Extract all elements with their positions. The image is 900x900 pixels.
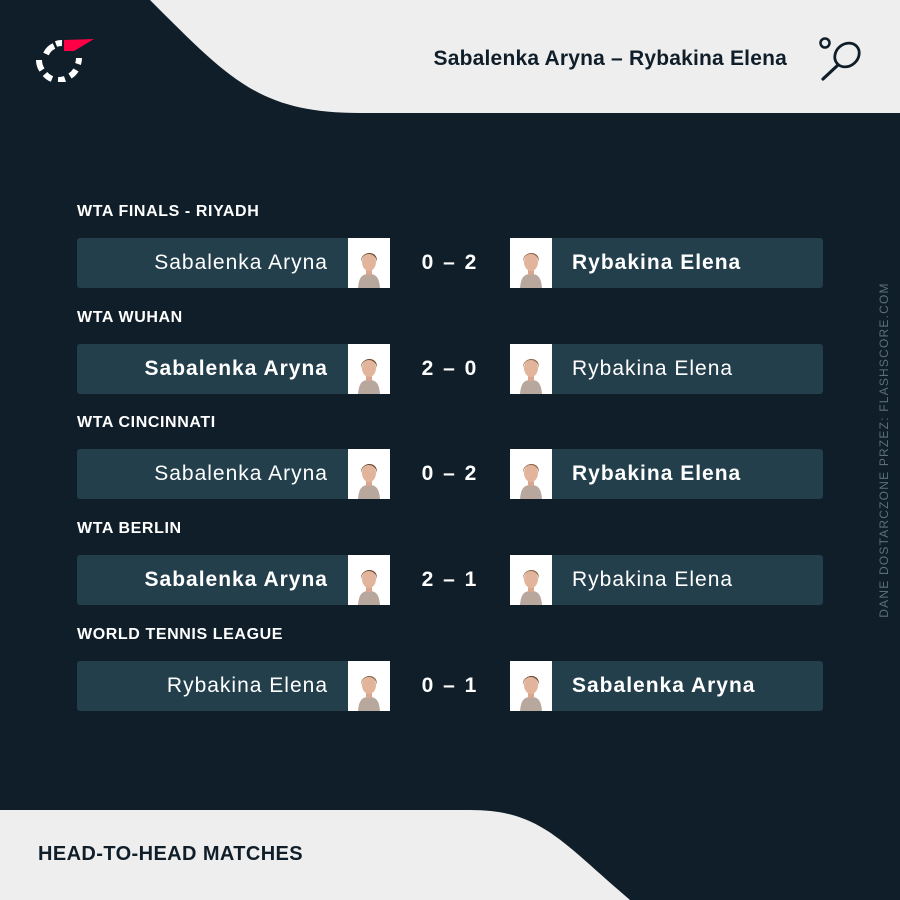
tournament-name: WTA BERLIN bbox=[77, 520, 182, 538]
match-score: 0 – 2 bbox=[390, 238, 510, 288]
left-player-avatar bbox=[348, 661, 390, 711]
right-player-name: Rybakina Elena bbox=[572, 568, 734, 592]
left-player-name: Rybakina Elena bbox=[166, 673, 328, 697]
footer-title: HEAD-TO-HEAD MATCHES bbox=[38, 843, 304, 865]
left-player-avatar bbox=[348, 344, 390, 394]
tournament-name: WTA WUHAN bbox=[77, 308, 183, 326]
data-source-credit: DANE DOSTARCZONE PRZEZ: FLASHSCORE.COM bbox=[877, 282, 891, 618]
match-score: 2 – 0 bbox=[390, 344, 510, 394]
right-player-avatar bbox=[510, 661, 552, 711]
right-player-avatar bbox=[510, 344, 552, 394]
match-row[interactable] bbox=[77, 555, 823, 605]
match-item bbox=[77, 203, 823, 288]
match-item bbox=[77, 520, 823, 605]
match-item bbox=[77, 626, 823, 711]
left-player-avatar bbox=[348, 555, 390, 605]
tournament-name: WTA CINCINNATI bbox=[77, 414, 216, 432]
right-player-name: Sabalenka Aryna bbox=[572, 673, 756, 697]
match-score: 0 – 2 bbox=[390, 449, 510, 499]
tennis-racket-icon bbox=[816, 36, 866, 82]
match-row[interactable] bbox=[77, 661, 823, 711]
left-player-name: Sabalenka Aryna bbox=[154, 251, 328, 274]
matchup-title: Sabalenka Aryna – Rybakina Elena bbox=[433, 47, 787, 70]
match-item bbox=[77, 414, 823, 499]
left-player-avatar bbox=[348, 449, 390, 499]
right-player-name: Rybakina Elena bbox=[572, 356, 734, 380]
left-player-name: Sabalenka Aryna bbox=[144, 356, 328, 380]
match-score: 2 – 1 bbox=[390, 555, 510, 605]
right-player-avatar bbox=[510, 449, 552, 499]
match-item bbox=[77, 309, 823, 394]
right-player-name: Rybakina Elena bbox=[572, 251, 742, 274]
match-row[interactable] bbox=[77, 344, 823, 394]
left-player-name: Sabalenka Aryna bbox=[144, 568, 328, 592]
tournament-name: WTA FINALS - RIYADH bbox=[77, 203, 260, 220]
match-score: 0 – 1 bbox=[390, 661, 510, 711]
match-row[interactable] bbox=[77, 238, 823, 288]
left-player-avatar bbox=[348, 238, 390, 288]
flashscore-logo-icon bbox=[34, 34, 96, 82]
right-player-avatar bbox=[510, 555, 552, 605]
right-player-name: Rybakina Elena bbox=[572, 462, 742, 486]
tournament-name: WORLD TENNIS LEAGUE bbox=[77, 625, 284, 643]
match-row[interactable] bbox=[77, 449, 823, 499]
right-player-avatar bbox=[510, 238, 552, 288]
left-player-name: Sabalenka Aryna bbox=[154, 462, 328, 486]
